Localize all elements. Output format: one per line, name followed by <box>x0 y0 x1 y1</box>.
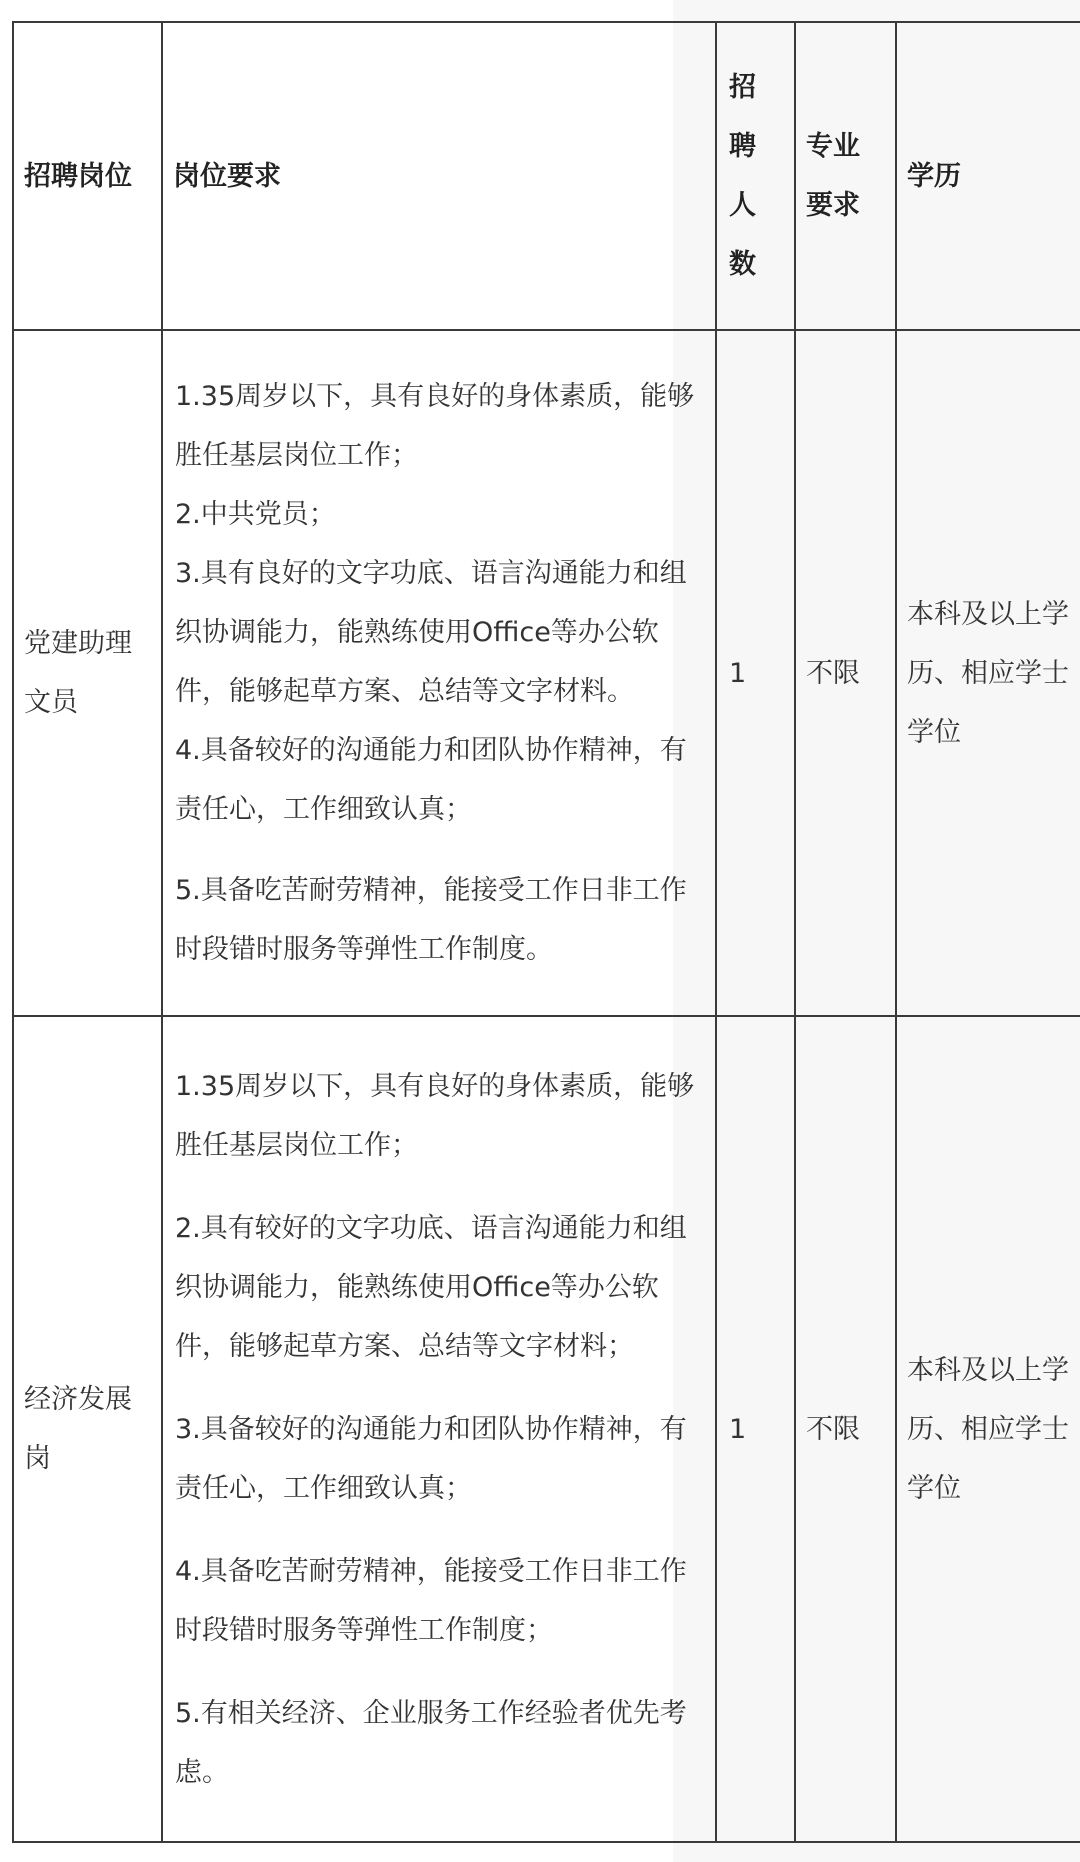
table-row <box>13 330 1080 1016</box>
position-name: 党建助理文员 <box>24 628 132 718</box>
requirement-item: 5.具备吃苦耐劳精神，能接受工作日非工作时段错时服务等弹性工作制度。 <box>175 875 687 965</box>
header-education <box>896 22 1080 330</box>
header-count <box>716 22 795 330</box>
table-header-row <box>13 22 1080 330</box>
table-row <box>13 1016 1080 1842</box>
header-requirements-label: 岗位要求 <box>173 160 281 192</box>
cell-position <box>13 1016 162 1842</box>
cell-education <box>896 330 1080 1016</box>
requirement-item: 4.具备较好的沟通能力和团队协作精神，有责任心，工作细致认真； <box>175 735 687 825</box>
header-count-char: 人 <box>729 190 756 221</box>
cell-major <box>795 330 896 1016</box>
requirement-item: 2.中共党员； <box>175 499 336 530</box>
education-value: 本科及以上学历、相应学士学位 <box>907 1354 1069 1504</box>
header-education-label: 学历 <box>907 160 961 192</box>
header-position-label: 招聘岗位 <box>24 160 132 192</box>
count-value: 1 <box>729 1413 747 1445</box>
header-count-label <box>717 58 794 294</box>
requirement-item: 5.有相关经济、企业服务工作经验者优先考虑。 <box>175 1697 687 1788</box>
cell-position <box>13 330 162 1016</box>
position-name: 经济发展岗 <box>24 1384 132 1474</box>
major-value: 不限 <box>806 1413 860 1445</box>
requirement-item: 1.35周岁以下，具有良好的身体素质，能够胜任基层岗位工作； <box>175 1070 695 1161</box>
cell-requirements <box>162 1016 716 1842</box>
header-major-label: 专业要求 <box>806 131 860 221</box>
header-count-char: 聘 <box>729 131 756 162</box>
requirements-list <box>163 345 715 1001</box>
requirement-item: 3.具有良好的文字功底、语言沟通能力和组织协调能力，能熟练使用Office等办公软件，能够起草方案、总结等文字材料。 <box>175 558 687 707</box>
requirements-list <box>163 1035 715 1824</box>
header-requirements <box>162 22 716 330</box>
recruitment-table <box>12 21 1080 1843</box>
cell-count <box>716 330 795 1016</box>
education-value: 本科及以上学历、相应学士学位 <box>907 598 1069 748</box>
major-value: 不限 <box>806 657 860 689</box>
cell-major <box>795 1016 896 1842</box>
header-count-char: 招 <box>729 72 756 103</box>
requirement-item: 2.具有较好的文字功底、语言沟通能力和组织协调能力，能熟练使用Office等办公软件，能够起草方案、总结等文字材料； <box>175 1212 687 1362</box>
cell-requirements <box>162 330 716 1016</box>
header-position <box>13 22 162 330</box>
header-major <box>795 22 896 330</box>
header-count-char: 数 <box>729 249 756 280</box>
cell-education <box>896 1016 1080 1842</box>
count-value: 1 <box>729 657 747 689</box>
requirement-item: 1.35周岁以下，具有良好的身体素质，能够胜任基层岗位工作； <box>175 381 695 471</box>
requirement-item: 4.具备吃苦耐劳精神，能接受工作日非工作时段错时服务等弹性工作制度； <box>175 1555 687 1646</box>
cell-count <box>716 1016 795 1842</box>
requirement-item: 3.具备较好的沟通能力和团队协作精神，有责任心，工作细致认真； <box>175 1413 687 1504</box>
